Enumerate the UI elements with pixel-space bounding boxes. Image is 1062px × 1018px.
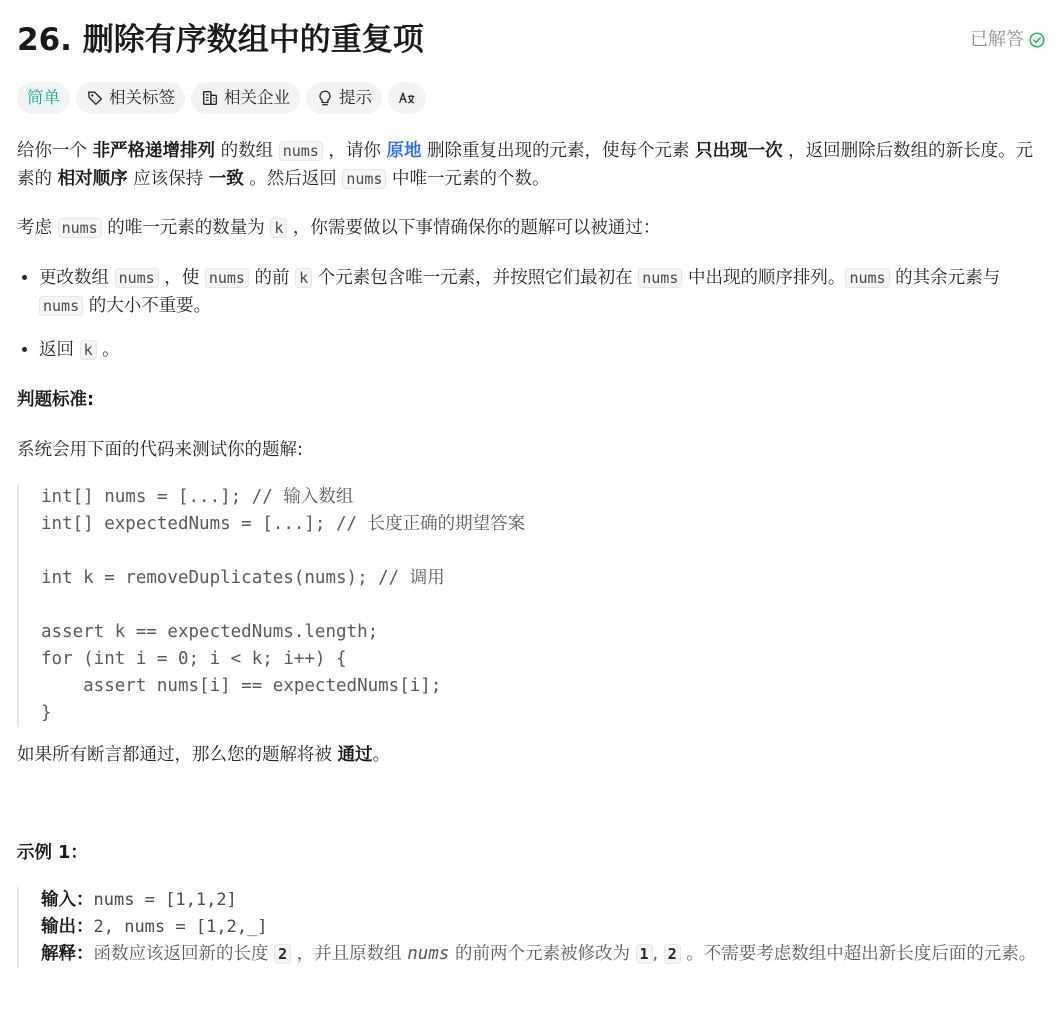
tag-bar xyxy=(17,82,426,114)
in-place-link[interactable]: 原地 xyxy=(386,141,422,161)
hint-button[interactable] xyxy=(306,82,382,114)
judge-heading: 判题标准: xyxy=(17,390,94,410)
list-item: • 更改数组 nums ，使 nums 的前 k 个元素包含唯一元素，并按照它们最初在 nums 中出现的顺序排列。 nums 的其余元素与 nums 的大小不重要。 xyxy=(39,264,1049,320)
problem-title[interactable]: 26. 删除有序数组中的重复项 xyxy=(17,22,424,58)
example-output: 输出：2, nums = [1,2,_] xyxy=(41,917,268,937)
check-circle-icon xyxy=(1028,31,1046,49)
difficulty-label: 简单 xyxy=(27,88,60,107)
topics-button[interactable] xyxy=(76,82,185,114)
list-item: • 返回 k 。 xyxy=(39,336,1049,364)
companies-label: 相关企业 xyxy=(224,88,290,107)
lightbulb-icon xyxy=(316,89,334,107)
example-explanation: 解释：函数应该返回新的长度 2 ，并且原数组 nums 的前两个元素被修改为 1 , 2 。不需要考虑数组中超出新长度后面的元素。 xyxy=(41,944,1037,964)
topics-label: 相关标签 xyxy=(109,88,175,107)
problem-description xyxy=(17,137,1049,968)
judge-code-block: int[] nums = [...]; // 输入数组 int[] expectedNums = [...]; // 长度正确的期望答案 int k = removeDuplicates(nums); // 调用 assert k == expectedNums.length; for (int i = 0; i < k; i++) { assert nums[i] == expectedNums[i]; } xyxy=(17,484,1049,727)
building-icon xyxy=(201,89,219,107)
solved-status xyxy=(970,26,1046,54)
translate-icon xyxy=(398,89,416,107)
example-input: 输入：nums = [1,1,2] xyxy=(41,890,237,910)
tag-icon xyxy=(86,89,104,107)
judge-intro: 系统会用下面的代码来测试你的题解: xyxy=(17,440,303,460)
requirements-list xyxy=(17,264,1049,364)
translate-button[interactable] xyxy=(388,82,426,114)
description-paragraph-1: 给你一个 非严格递增排列 的数组 nums ，请你 原地 删除重复出现的元素，使每个元素 只出现一次 ，返回删除后数组的新长度。元素的 相对顺序 应该保持 一致 。然后返回 nums 中唯一元素的个数。 xyxy=(17,141,1034,189)
problem-header xyxy=(17,18,1046,62)
solved-label: 已解答 xyxy=(970,29,1024,50)
pass-text: 如果所有断言都通过，那么您的题解将被 通过。 xyxy=(17,745,391,765)
hint-label: 提示 xyxy=(339,88,372,107)
companies-button[interactable] xyxy=(191,82,300,114)
description-paragraph-2: 考虑 nums 的唯一元素的数量为 k ，你需要做以下事情确保你的题解可以被通过： xyxy=(17,218,661,238)
difficulty-badge[interactable] xyxy=(17,82,70,114)
example-1-heading: 示例 1： xyxy=(17,843,88,863)
example-1-block xyxy=(17,887,1049,968)
